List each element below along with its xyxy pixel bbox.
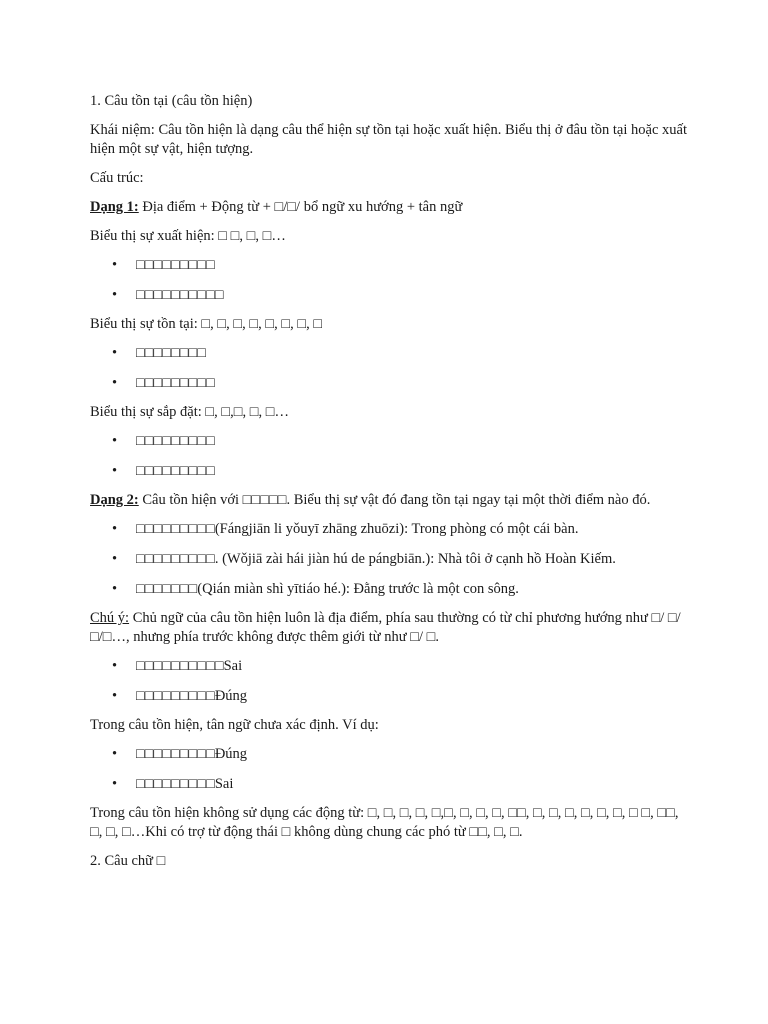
object-note-list — [90, 745, 690, 794]
form2-list — [90, 520, 690, 599]
appearance-list — [90, 256, 690, 305]
list-item: • □□□□□□□(Qián miàn shì yītiáo hé.): Đằng trước là một con sông. — [90, 580, 690, 599]
concept-paragraph: Khái niệm: Câu tồn hiện là dạng câu thể hiện sự tồn tại hoặc xuất hiện. Biểu thị ở đâu tồn tại hoặc xuất hiện một sự vật, hiện tượng. — [90, 122, 687, 157]
note-label: Chú ý: — [90, 610, 130, 626]
appearance-label: Biểu thị sự xuất hiện: □ □, □, □… — [90, 228, 286, 244]
note-paragraph — [90, 609, 690, 647]
list-item: • □□□□□□□□□ — [90, 256, 690, 275]
object-note-paragraph: Trong câu tồn hiện, tân ngữ chưa xác định. Ví dụ: — [90, 717, 379, 733]
list-item: • □□□□□□□□ — [90, 344, 690, 363]
list-item: • □□□□□□□□□ — [90, 432, 690, 451]
list-item: • □□□□□□□□□. (Wǒjiā zài hái jiàn hú de pángbiān.): Nhà tôi ở cạnh hồ Hoàn Kiếm. — [90, 550, 690, 569]
form1-text: Địa điểm + Động từ + □/□/ bổ ngữ xu hướng + tân ngữ — [138, 199, 463, 215]
list-item: • □□□□□□□□□Đúng — [90, 687, 690, 706]
arrangement-label: Biểu thị sự sắp đặt: □, □,□, □, □… — [90, 404, 290, 420]
form1-label: Dạng 1: — [90, 199, 139, 215]
list-item: • □□□□□□□□□□ — [90, 286, 690, 305]
list-item: • □□□□□□□□□ — [90, 374, 690, 393]
list-item: • □□□□□□□□□□Sai — [90, 657, 690, 676]
note-text: Chủ ngữ của câu tồn hiện luôn là địa điểm, phía sau thường có từ chỉ phương hướng như □/ □/ □/□…, nhưng phía trước không được thêm giới từ như □/ □. — [90, 610, 681, 645]
structure-label: Cấu trúc: — [90, 170, 144, 186]
verbs-note-paragraph: Trong câu tồn hiện không sử dụng các động từ: □, □, □, □, □,□, □, □, □, □□, □, □, □, □, □, □, □ □, □□, □, □, □…Khi có trợ từ động thái □ không dùng chung các phó từ □□, □, □. — [90, 805, 679, 840]
list-item: • □□□□□□□□□Sai — [90, 775, 690, 794]
form2-paragraph — [90, 491, 690, 510]
form2-label: Dạng 2: — [90, 492, 139, 508]
section-heading-2: 2. Câu chữ □ — [90, 853, 166, 869]
section-heading-1: 1. Câu tồn tại (câu tồn hiện) — [90, 93, 253, 109]
existence-list — [90, 344, 690, 393]
form1-paragraph — [90, 198, 690, 217]
list-item: • □□□□□□□□□ — [90, 462, 690, 481]
list-item: • □□□□□□□□□Đúng — [90, 745, 690, 764]
form2-text: Câu tồn hiện với □□□□□. Biểu thị sự vật đó đang tồn tại ngay tại một thời điểm nào đó. — [138, 492, 651, 508]
arrangement-list — [90, 432, 690, 481]
list-item: • □□□□□□□□□(Fángjiān li yǒuyī zhāng zhuōzi): Trong phòng có một cái bàn. — [90, 520, 690, 539]
note-list — [90, 657, 690, 706]
document-page — [90, 92, 690, 881]
existence-label: Biểu thị sự tồn tại: □, □, □, □, □, □, □, □ — [90, 316, 323, 332]
